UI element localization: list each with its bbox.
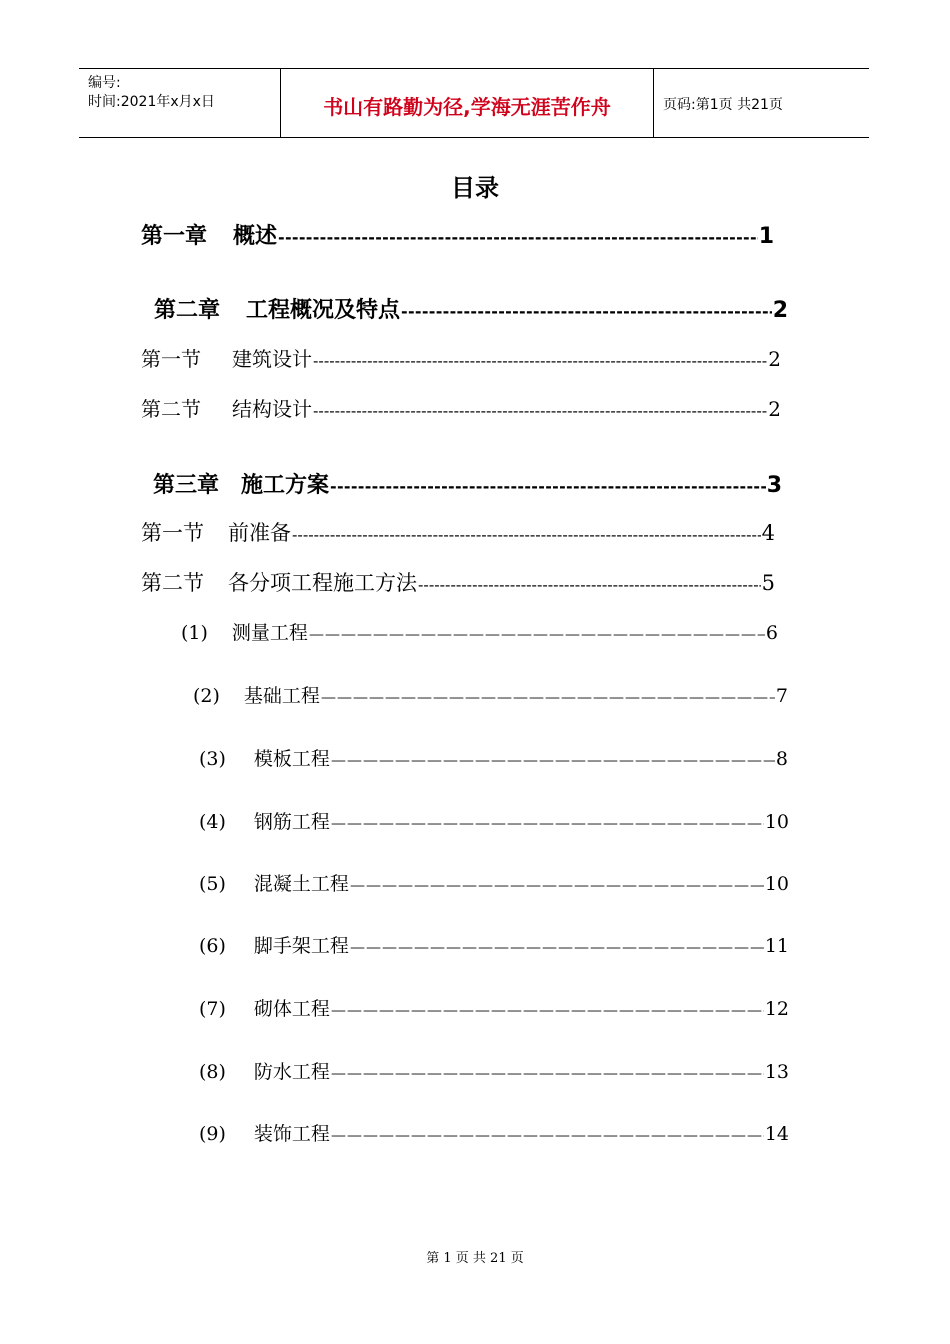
toc-item-2[interactable] [193,681,788,708]
toc-chapter-1[interactable] [141,219,774,250]
toc-item-8[interactable] [199,1057,789,1084]
toc-entry-page: 10 [764,873,789,895]
toc-leader-dashes [331,751,775,769]
toc-leader-dashes [321,688,775,706]
toc-chapter-2[interactable] [154,293,788,324]
toc-item-9[interactable] [199,1119,789,1146]
toc-leader-dots [418,575,761,594]
toc-leader-dashes [331,814,764,832]
toc-entry-page: 12 [764,998,789,1020]
toc-entry-page: 3 [766,473,782,498]
document-date-label: 时间:2021年x月x日 [88,94,215,110]
toc-section-3-2[interactable] [141,567,775,597]
toc-entry-page: 2 [768,397,781,421]
toc-entry-title: 建筑设计 [232,347,312,371]
header-motto-cell [281,69,654,137]
toc-entry-title: 施工方案 [241,473,330,498]
toc-item-6[interactable] [199,931,789,958]
toc-leader-dashes [350,938,764,956]
toc-entry-page: 5 [761,571,775,595]
toc-item-7[interactable] [199,994,789,1021]
toc-entry-label: (4) [199,811,226,833]
toc-entry-page: 4 [761,521,775,545]
toc-entry-label: (1) [181,622,208,644]
document-header [79,68,869,138]
header-page-info: 页码:第1页 共21页 [663,97,783,113]
toc-entry-title: 脚手架工程 [253,935,349,957]
page-footer: 第 1 页 共 21 页 [426,1251,524,1266]
toc-entry-label: 第三章 [153,473,220,498]
toc-entry-title: 工程概况及特点 [246,298,401,323]
header-meta-cell [79,69,281,137]
toc-entry-page: 11 [764,935,789,957]
toc-entry-page: 8 [775,748,788,770]
toc-entry-title: 砌体工程 [253,998,330,1020]
toc-entry-label: 第一节 [141,347,201,371]
toc-entry-page: 14 [764,1123,789,1145]
toc-leader-dots [292,525,761,544]
toc-item-3[interactable] [199,744,788,771]
toc-section-2-1[interactable] [141,343,781,372]
toc-entry-label: (8) [199,1061,226,1083]
toc-section-2-2[interactable] [141,393,781,422]
toc-entry-title: 装饰工程 [253,1123,330,1145]
toc-item-5[interactable] [199,869,789,896]
toc-entry-page: 7 [775,685,788,707]
toc-leader-dots [313,351,767,370]
toc-entry-label: 第一节 [141,521,204,545]
toc-title: 目录 [451,174,499,202]
toc-entry-label: 第二章 [154,298,221,323]
toc-entry-label: (3) [199,748,226,770]
toc-entry-title: 防水工程 [253,1061,330,1083]
toc-section-3-1[interactable] [141,517,775,547]
toc-chapter-3[interactable] [153,468,782,499]
toc-leader-dashes [309,625,765,643]
toc-entry-page: 2 [768,347,781,371]
toc-entry-title: 钢筋工程 [253,811,330,833]
toc-entry-title: 基础工程 [243,685,320,707]
toc-entry-page: 13 [764,1061,789,1083]
toc-leader-dashes [331,1064,764,1082]
toc-entry-label: 第一章 [141,224,208,249]
toc-entry-page: 2 [772,298,788,323]
toc-entry-title: 测量工程 [231,622,308,644]
toc-entry-title: 前准备 [228,521,291,545]
toc-leader-dashes [331,1126,764,1144]
toc-entry-label: (2) [193,685,220,707]
toc-leader-dots [330,477,766,496]
toc-item-4[interactable] [199,807,789,834]
document-code-label: 编号: [88,75,121,91]
toc-entry-page: 6 [765,622,778,644]
toc-entry-title: 模板工程 [253,748,330,770]
toc-entry-label: (6) [199,935,226,957]
toc-entry-label: (9) [199,1123,226,1145]
toc-entry-page: 10 [764,811,789,833]
toc-entry-label: (5) [199,873,226,895]
toc-entry-label: 第二节 [141,571,204,595]
header-page-cell [654,69,869,137]
toc-entry-label: (7) [199,998,226,1020]
toc-entry-title: 混凝土工程 [253,873,349,895]
toc-entry-title: 结构设计 [232,397,312,421]
toc-entry-page: 1 [758,224,774,249]
toc-leader-dots [401,302,772,321]
toc-leader-dots [278,228,758,247]
toc-leader-dashes [331,1001,764,1019]
toc-leader-dots [313,401,767,420]
toc-entry-title: 各分项工程施工方法 [228,571,417,595]
toc-leader-dashes [350,876,764,894]
toc-entry-title: 概述 [233,224,278,249]
toc-item-1[interactable] [181,618,778,645]
header-motto: 书山有路勤为径,学海无涯苦作舟 [323,95,611,119]
toc-entry-label: 第二节 [141,397,201,421]
